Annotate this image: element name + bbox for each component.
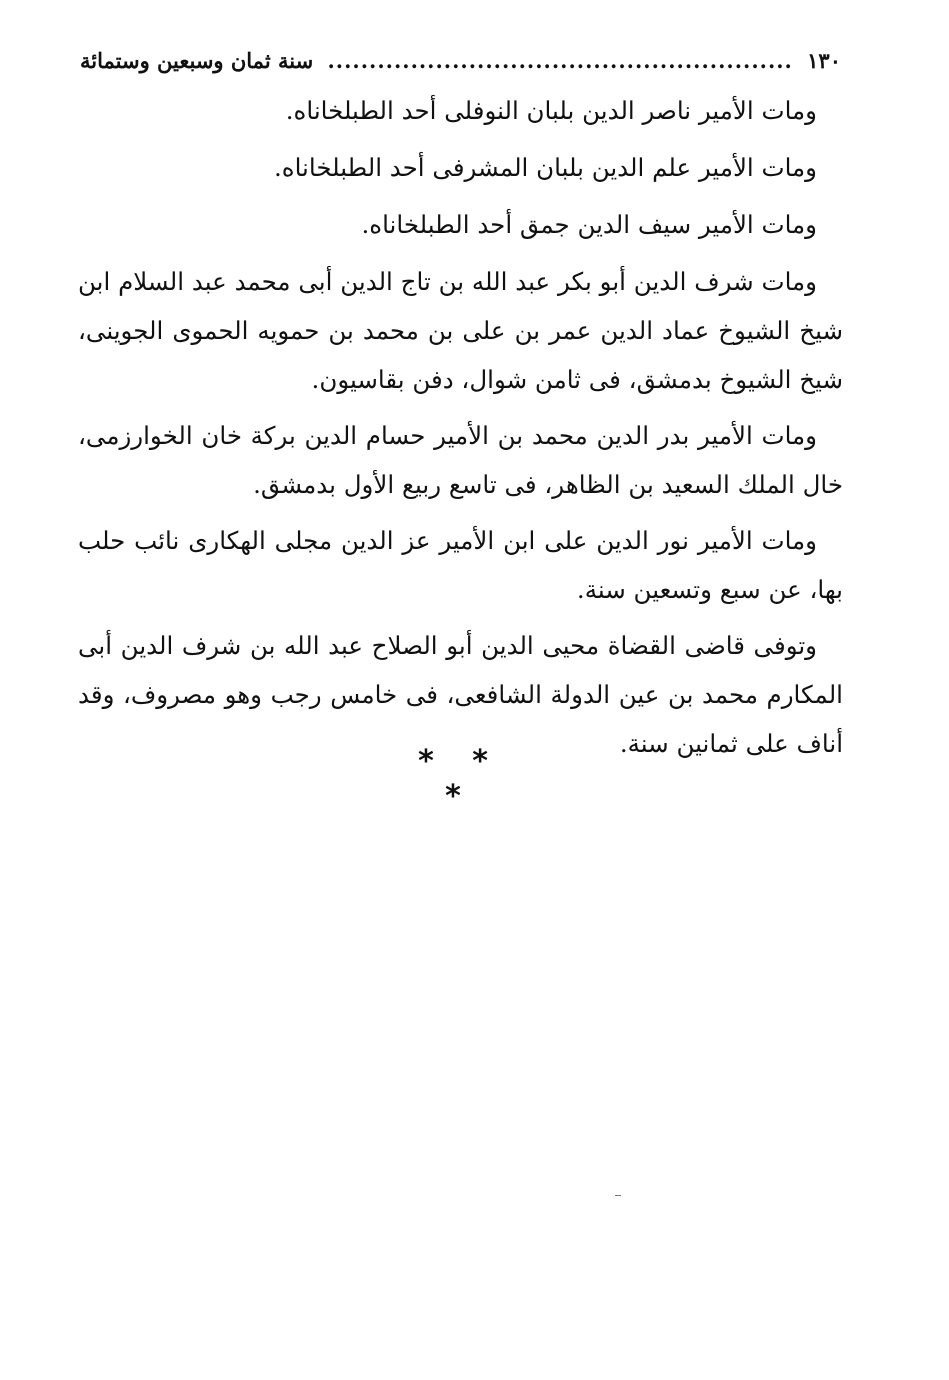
scan-speck bbox=[615, 1195, 621, 1196]
page-number: ١٣٠ bbox=[807, 47, 841, 73]
header-leader-dots: ........................................................ bbox=[327, 47, 793, 73]
page-header bbox=[80, 42, 841, 78]
paragraph: ومات الأمير بدر الدين محمد بن الأمير حسام الدين بركة خان الخوارزمى، خال الملك السعيد بن الظاهر، فى تاسع ربيع الأول بدمشق. bbox=[78, 421, 843, 499]
paragraph: ومات الأمير نور الدين على ابن الأمير عز الدين مجلى الهكارى نائب حلب بها، عن سبع وتسعين سنة. bbox=[78, 526, 843, 604]
paragraph: ومات الأمير ناصر الدين بلبان النوفلى أحد الطبلخاناه. bbox=[285, 96, 817, 125]
paragraph: ومات الأمير سيف الدين جمق أحد الطبلخاناه. bbox=[361, 210, 817, 239]
page-body bbox=[78, 86, 843, 775]
paragraph: ومات شرف الدين أبو بكر عبد الله بن تاج الدين أبى محمد عبد السلام ابن شيخ الشيوخ عماد الدين عمر بن على بن محمد بن حمويه الحموى الجوينى، شيخ الشيوخ بدمشق، فى ثامن شوال، دفن بقاسيون. bbox=[78, 267, 843, 394]
section-ornament: * * * bbox=[418, 744, 502, 814]
paragraph: وتوفى قاضى القضاة محيى الدين أبو الصلاح عبد الله بن شرف الدين أبى المكارم محمد بن عين الدولة الشافعى، فى خامس رجب وهو مصروف، وقد أناف على ثمانين سنة. bbox=[78, 631, 843, 758]
running-title: سنة ثمان وسبعين وستمائة bbox=[80, 47, 314, 73]
paragraph: ومات الأمير علم الدين بلبان المشرفى أحد الطبلخاناه. bbox=[273, 153, 817, 182]
